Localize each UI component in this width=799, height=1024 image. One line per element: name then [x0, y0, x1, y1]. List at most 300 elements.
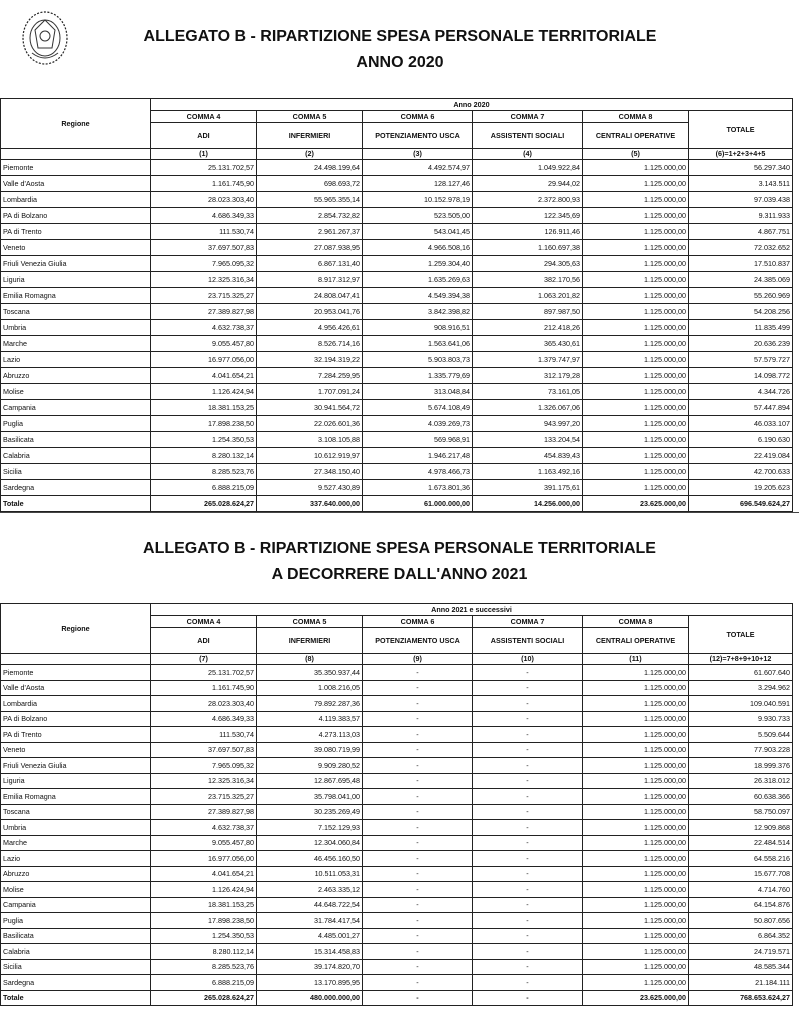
table-row [1, 432, 793, 448]
total-header: TOTALE [689, 111, 793, 149]
cell-value: - [473, 913, 583, 929]
cell-value: - [363, 742, 473, 758]
cell-value: 4.119.383,57 [257, 711, 363, 727]
table-row [1, 240, 793, 256]
cell-value: 6.888.215,09 [151, 480, 257, 496]
cell-value: 15.677.708 [689, 866, 793, 882]
cell-value: - [473, 944, 583, 960]
cell-value: 265.028.624,27 [151, 496, 257, 512]
cell-value: 2.961.267,37 [257, 224, 363, 240]
cell-value: 5.903.803,73 [363, 352, 473, 368]
cell-value: 8.526.714,16 [257, 336, 363, 352]
cell-value: 22.419.084 [689, 448, 793, 464]
table-2021 [0, 603, 793, 1006]
cell-value: 480.000.000,00 [257, 990, 363, 1006]
cell-value: - [363, 944, 473, 960]
cell-value: 26.318.012 [689, 773, 793, 789]
cell-value: 12.304.060,84 [257, 835, 363, 851]
cell-value: 1.125.000,00 [583, 727, 689, 743]
cell-value: 18.381.153,25 [151, 897, 257, 913]
cell-value: 1.125.000,00 [583, 866, 689, 882]
column-subheader: POTENZIAMENTO USCA [363, 628, 473, 654]
cell-value: 1.126.424,94 [151, 384, 257, 400]
cell-value: 17.898.238,50 [151, 913, 257, 929]
cell-value: 1.125.000,00 [583, 416, 689, 432]
cell-value: 2.463.335,12 [257, 882, 363, 898]
cell-value: 8.285.523,76 [151, 959, 257, 975]
table-row [1, 820, 793, 836]
cell-value: - [363, 959, 473, 975]
cell-value: 61.607.640 [689, 665, 793, 681]
cell-value: 56.297.340 [689, 160, 793, 176]
page-title-2021: ALLEGATO B - RIPARTIZIONE SPESA PERSONALE TERRITORIALE [143, 540, 656, 557]
cell-value: 569.968,91 [363, 432, 473, 448]
column-number: (8) [257, 654, 363, 665]
cell-value: 16.977.056,00 [151, 352, 257, 368]
cell-value: 943.997,20 [473, 416, 583, 432]
cell-value: 1.125.000,00 [583, 256, 689, 272]
table-row [1, 336, 793, 352]
cell-value: 21.184.111 [689, 975, 793, 991]
column-number: (11) [583, 654, 689, 665]
cell-value: 7.965.095,32 [151, 758, 257, 774]
region-name: Sardegna [1, 480, 151, 496]
region-name: Totale [1, 496, 151, 512]
cell-value: 1.326.067,06 [473, 400, 583, 416]
cell-value: 1.125.000,00 [583, 742, 689, 758]
region-name: PA di Trento [1, 727, 151, 743]
table-row [1, 866, 793, 882]
cell-value: 4.041.654,21 [151, 866, 257, 882]
cell-value: 23.625.000,00 [583, 496, 689, 512]
cell-value: 12.325.316,34 [151, 773, 257, 789]
cell-value: 391.175,61 [473, 480, 583, 496]
table-row [1, 160, 793, 176]
table-row [1, 742, 793, 758]
cell-value: - [473, 696, 583, 712]
total-row [1, 496, 793, 512]
cell-value: 1.125.000,00 [583, 336, 689, 352]
region-name: PA di Trento [1, 224, 151, 240]
cell-value: - [363, 773, 473, 789]
table-row [1, 680, 793, 696]
cell-value: 8.280.132,14 [151, 448, 257, 464]
cell-value: 2.372.800,93 [473, 192, 583, 208]
cell-value: 897.987,50 [473, 304, 583, 320]
cell-value: - [363, 820, 473, 836]
cell-value: 4.714.760 [689, 882, 793, 898]
cell-value: 1.125.000,00 [583, 773, 689, 789]
table-row [1, 400, 793, 416]
cell-value: 1.635.269,63 [363, 272, 473, 288]
cell-value: 61.000.000,00 [363, 496, 473, 512]
column-number: (4) [473, 149, 583, 160]
cell-value: 97.039.438 [689, 192, 793, 208]
cell-value: - [473, 789, 583, 805]
cell-value: 1.125.000,00 [583, 696, 689, 712]
comma-header: COMMA 6 [363, 616, 473, 628]
column-number: (9) [363, 654, 473, 665]
cell-value: 122.345,69 [473, 208, 583, 224]
cell-value: - [363, 835, 473, 851]
table-row [1, 851, 793, 867]
table-row [1, 352, 793, 368]
cell-value: 35.350.937,44 [257, 665, 363, 681]
cell-value: 1.161.745,90 [151, 680, 257, 696]
page-title-2020: ALLEGATO B - RIPARTIZIONE SPESA PERSONALE TERRITORIALE [143, 28, 657, 45]
cell-value: 1.125.000,00 [583, 240, 689, 256]
region-name: Puglia [1, 416, 151, 432]
table-row [1, 320, 793, 336]
region-name: Lombardia [1, 696, 151, 712]
region-name: Marche [1, 336, 151, 352]
table-row [1, 480, 793, 496]
table-row [1, 384, 793, 400]
cell-value: 35.798.041,00 [257, 789, 363, 805]
column-number: (2) [257, 149, 363, 160]
table-row [1, 975, 793, 991]
cell-value: 77.903.228 [689, 742, 793, 758]
cell-value: 1.125.000,00 [583, 804, 689, 820]
region-name: Veneto [1, 240, 151, 256]
comma-header: COMMA 5 [257, 616, 363, 628]
comma-header: COMMA 8 [583, 111, 689, 123]
cell-value: 337.640.000,00 [257, 496, 363, 512]
cell-value: 10.152.978,19 [363, 192, 473, 208]
cell-value: 28.023.303,40 [151, 696, 257, 712]
region-name: Friuli Venezia Giulia [1, 758, 151, 774]
cell-value: - [473, 758, 583, 774]
cell-value: 32.194.319,22 [257, 352, 363, 368]
cell-value: 265.028.624,27 [151, 990, 257, 1006]
cell-value: 57.447.894 [689, 400, 793, 416]
cell-value: 6.864.352 [689, 928, 793, 944]
table-row [1, 272, 793, 288]
cell-value: 1.125.000,00 [583, 400, 689, 416]
cell-value: - [473, 804, 583, 820]
cell-value: 79.892.287,36 [257, 696, 363, 712]
cell-value: - [473, 866, 583, 882]
cell-value: 1.125.000,00 [583, 208, 689, 224]
region-name: Puglia [1, 913, 151, 929]
table-row [1, 304, 793, 320]
cell-value: 1.161.745,90 [151, 176, 257, 192]
cell-value: 4.549.394,38 [363, 288, 473, 304]
cell-value: 72.032.652 [689, 240, 793, 256]
cell-value: 1.125.000,00 [583, 897, 689, 913]
cell-value: 312.179,28 [473, 368, 583, 384]
table-row [1, 944, 793, 960]
comma-header: COMMA 7 [473, 111, 583, 123]
cell-value: 2.854.732,82 [257, 208, 363, 224]
total-header: TOTALE [689, 616, 793, 654]
table-row [1, 665, 793, 681]
cell-value: 3.143.511 [689, 176, 793, 192]
cell-value: - [363, 665, 473, 681]
year-header: Anno 2020 [151, 99, 793, 111]
region-name: Calabria [1, 944, 151, 960]
cell-value: 1.946.217,48 [363, 448, 473, 464]
table-row [1, 368, 793, 384]
cell-value: 16.977.056,00 [151, 851, 257, 867]
cell-value: 1.379.747,97 [473, 352, 583, 368]
section-divider [0, 512, 799, 513]
cell-value: - [363, 897, 473, 913]
cell-value: 1.125.000,00 [583, 192, 689, 208]
cell-value: 27.389.827,98 [151, 804, 257, 820]
column-subheader: ADI [151, 628, 257, 654]
region-name: Piemonte [1, 665, 151, 681]
region-name: Calabria [1, 448, 151, 464]
cell-value: 1.563.641,06 [363, 336, 473, 352]
cell-value: 46.033.107 [689, 416, 793, 432]
region-name: Lazio [1, 352, 151, 368]
cell-value: 25.131.702,57 [151, 665, 257, 681]
cell-value: 64.154.876 [689, 897, 793, 913]
table-row [1, 176, 793, 192]
cell-value: 1.125.000,00 [583, 224, 689, 240]
cell-value: 24.808.047,41 [257, 288, 363, 304]
column-subheader: INFERMIERI [257, 628, 363, 654]
cell-value: 543.041,45 [363, 224, 473, 240]
cell-value: - [363, 975, 473, 991]
cell-value: 44.648.722,54 [257, 897, 363, 913]
region-name: Abruzzo [1, 368, 151, 384]
cell-value: 7.152.129,93 [257, 820, 363, 836]
region-name: Abruzzo [1, 866, 151, 882]
cell-value: 1.125.000,00 [583, 789, 689, 805]
cell-value: - [363, 727, 473, 743]
cell-value: 1.125.000,00 [583, 480, 689, 496]
cell-value: 9.055.457,80 [151, 835, 257, 851]
table-row [1, 192, 793, 208]
comma-header: COMMA 6 [363, 111, 473, 123]
table-row [1, 464, 793, 480]
region-name: Basilicata [1, 432, 151, 448]
cell-value: 6.867.131,40 [257, 256, 363, 272]
cell-value: 4.966.508,16 [363, 240, 473, 256]
cell-value: 4.273.113,03 [257, 727, 363, 743]
cell-value: 29.944,02 [473, 176, 583, 192]
cell-value: 14.098.772 [689, 368, 793, 384]
cell-value: 1.254.350,53 [151, 928, 257, 944]
cell-value: 4.978.466,73 [363, 464, 473, 480]
cell-value: 1.125.000,00 [583, 352, 689, 368]
region-header: Regione [1, 604, 151, 654]
cell-value: 1.125.000,00 [583, 835, 689, 851]
cell-value: 50.807.656 [689, 913, 793, 929]
page-subtitle-2020: ANNO 2020 [356, 54, 444, 71]
cell-value: 768.653.624,27 [689, 990, 793, 1006]
region-name: Campania [1, 897, 151, 913]
cell-value: 17.510.837 [689, 256, 793, 272]
cell-value: 18.381.153,25 [151, 400, 257, 416]
cell-value: 1.125.000,00 [583, 320, 689, 336]
column-subheader: ASSISTENTI SOCIALI [473, 628, 583, 654]
region-name: Sicilia [1, 959, 151, 975]
table-row [1, 758, 793, 774]
cell-value: 1.125.000,00 [583, 975, 689, 991]
cell-value: 3.108.105,88 [257, 432, 363, 448]
cell-value: 1.049.922,84 [473, 160, 583, 176]
table-2020 [0, 98, 793, 512]
cell-value: 1.008.216,05 [257, 680, 363, 696]
cell-value: 696.549.624,27 [689, 496, 793, 512]
cell-value: 8.285.523,76 [151, 464, 257, 480]
region-name: Molise [1, 384, 151, 400]
cell-value: 20.953.041,76 [257, 304, 363, 320]
table-row [1, 727, 793, 743]
cell-value: 27.348.150,40 [257, 464, 363, 480]
table-row [1, 256, 793, 272]
column-subheader: INFERMIERI [257, 123, 363, 149]
cell-value: 12.909.868 [689, 820, 793, 836]
cell-value: - [363, 789, 473, 805]
comma-header: COMMA 8 [583, 616, 689, 628]
table-row [1, 882, 793, 898]
cell-value: 4.632.738,37 [151, 320, 257, 336]
cell-value: 17.898.238,50 [151, 416, 257, 432]
cell-value: 4.492.574,97 [363, 160, 473, 176]
cell-value: 133.204,54 [473, 432, 583, 448]
cell-value: 14.256.000,00 [473, 496, 583, 512]
cell-value: 48.585.344 [689, 959, 793, 975]
cell-value: - [363, 851, 473, 867]
region-name: Campania [1, 400, 151, 416]
cell-value: 6.888.215,09 [151, 975, 257, 991]
cell-value: 30.941.564,72 [257, 400, 363, 416]
cell-value: 9.527.430,89 [257, 480, 363, 496]
table-row [1, 897, 793, 913]
cell-value: 3.294.962 [689, 680, 793, 696]
cell-value: 9.909.280,52 [257, 758, 363, 774]
region-name: Totale [1, 990, 151, 1006]
cell-value: 46.456.160,50 [257, 851, 363, 867]
num-blank [1, 149, 151, 160]
comma-header: COMMA 4 [151, 111, 257, 123]
table-row [1, 835, 793, 851]
cell-value: 1.125.000,00 [583, 160, 689, 176]
cell-value: 13.170.895,95 [257, 975, 363, 991]
region-name: Emilia Romagna [1, 789, 151, 805]
column-number: (3) [363, 149, 473, 160]
cell-value: 37.697.507,83 [151, 742, 257, 758]
cell-value: 39.174.820,70 [257, 959, 363, 975]
comma-header: COMMA 7 [473, 616, 583, 628]
cell-value: 1.125.000,00 [583, 665, 689, 681]
cell-value: 22.484.514 [689, 835, 793, 851]
cell-value: 1.673.801,36 [363, 480, 473, 496]
cell-value: 30.235.269,49 [257, 804, 363, 820]
cell-value: 1.125.000,00 [583, 711, 689, 727]
comma-header: COMMA 5 [257, 111, 363, 123]
cell-value: 20.636.239 [689, 336, 793, 352]
cell-value: 15.314.458,83 [257, 944, 363, 960]
cell-value: 523.505,00 [363, 208, 473, 224]
table-row [1, 928, 793, 944]
cell-value: - [363, 680, 473, 696]
region-name: Sicilia [1, 464, 151, 480]
cell-value: 4.956.426,61 [257, 320, 363, 336]
region-name: Emilia Romagna [1, 288, 151, 304]
num-blank [1, 654, 151, 665]
cell-value: - [363, 758, 473, 774]
cell-value: 1.125.000,00 [583, 464, 689, 480]
cell-value: 454.839,43 [473, 448, 583, 464]
column-number: (12)=7+8+9+10+12 [689, 654, 793, 665]
cell-value: - [473, 851, 583, 867]
cell-value: 4.485.001,27 [257, 928, 363, 944]
cell-value: - [363, 913, 473, 929]
cell-value: - [363, 990, 473, 1006]
region-name: Lazio [1, 851, 151, 867]
region-name: Liguria [1, 272, 151, 288]
cell-value: 12.867.695,48 [257, 773, 363, 789]
cell-value: 4.867.751 [689, 224, 793, 240]
cell-value: 7.965.095,32 [151, 256, 257, 272]
region-name: Veneto [1, 742, 151, 758]
cell-value: 4.041.654,21 [151, 368, 257, 384]
total-row [1, 990, 793, 1006]
cell-value: 1.160.697,38 [473, 240, 583, 256]
cell-value: - [473, 711, 583, 727]
cell-value: 313.048,84 [363, 384, 473, 400]
cell-value: 7.284.259,95 [257, 368, 363, 384]
cell-value: - [473, 665, 583, 681]
cell-value: 698.693,72 [257, 176, 363, 192]
cell-value: 4.686.349,33 [151, 208, 257, 224]
table-row [1, 224, 793, 240]
cell-value: 24.498.199,64 [257, 160, 363, 176]
cell-value: - [473, 990, 583, 1006]
cell-value: 1.125.000,00 [583, 851, 689, 867]
year-header: Anno 2021 e successivi [151, 604, 793, 616]
comma-header: COMMA 4 [151, 616, 257, 628]
column-subheader: ADI [151, 123, 257, 149]
cell-value: 39.080.719,99 [257, 742, 363, 758]
cell-value: - [473, 959, 583, 975]
cell-value: - [363, 866, 473, 882]
column-subheader: ASSISTENTI SOCIALI [473, 123, 583, 149]
table-row [1, 208, 793, 224]
column-number: (5) [583, 149, 689, 160]
cell-value: 27.087.938,95 [257, 240, 363, 256]
page-subtitle-2021: A DECORRERE DALL'ANNO 2021 [271, 566, 528, 583]
cell-value: 64.558.216 [689, 851, 793, 867]
cell-value: 1.125.000,00 [583, 176, 689, 192]
cell-value: 23.625.000,00 [583, 990, 689, 1006]
cell-value: 4.344.726 [689, 384, 793, 400]
cell-value: 908.916,51 [363, 320, 473, 336]
cell-value: 55.260.969 [689, 288, 793, 304]
cell-value: - [363, 804, 473, 820]
cell-value: 4.632.738,37 [151, 820, 257, 836]
cell-value: 23.715.325,27 [151, 288, 257, 304]
cell-value: 212.418,26 [473, 320, 583, 336]
cell-value: 24.719.571 [689, 944, 793, 960]
column-subheader: POTENZIAMENTO USCA [363, 123, 473, 149]
cell-value: 1.125.000,00 [583, 432, 689, 448]
region-name: Umbria [1, 320, 151, 336]
column-number: (10) [473, 654, 583, 665]
region-name: Valle d'Aosta [1, 176, 151, 192]
cell-value: - [363, 696, 473, 712]
table-row [1, 804, 793, 820]
cell-value: 73.161,05 [473, 384, 583, 400]
cell-value: 1.125.000,00 [583, 368, 689, 384]
column-subheader: CENTRALI OPERATIVE [583, 628, 689, 654]
region-name: Toscana [1, 804, 151, 820]
